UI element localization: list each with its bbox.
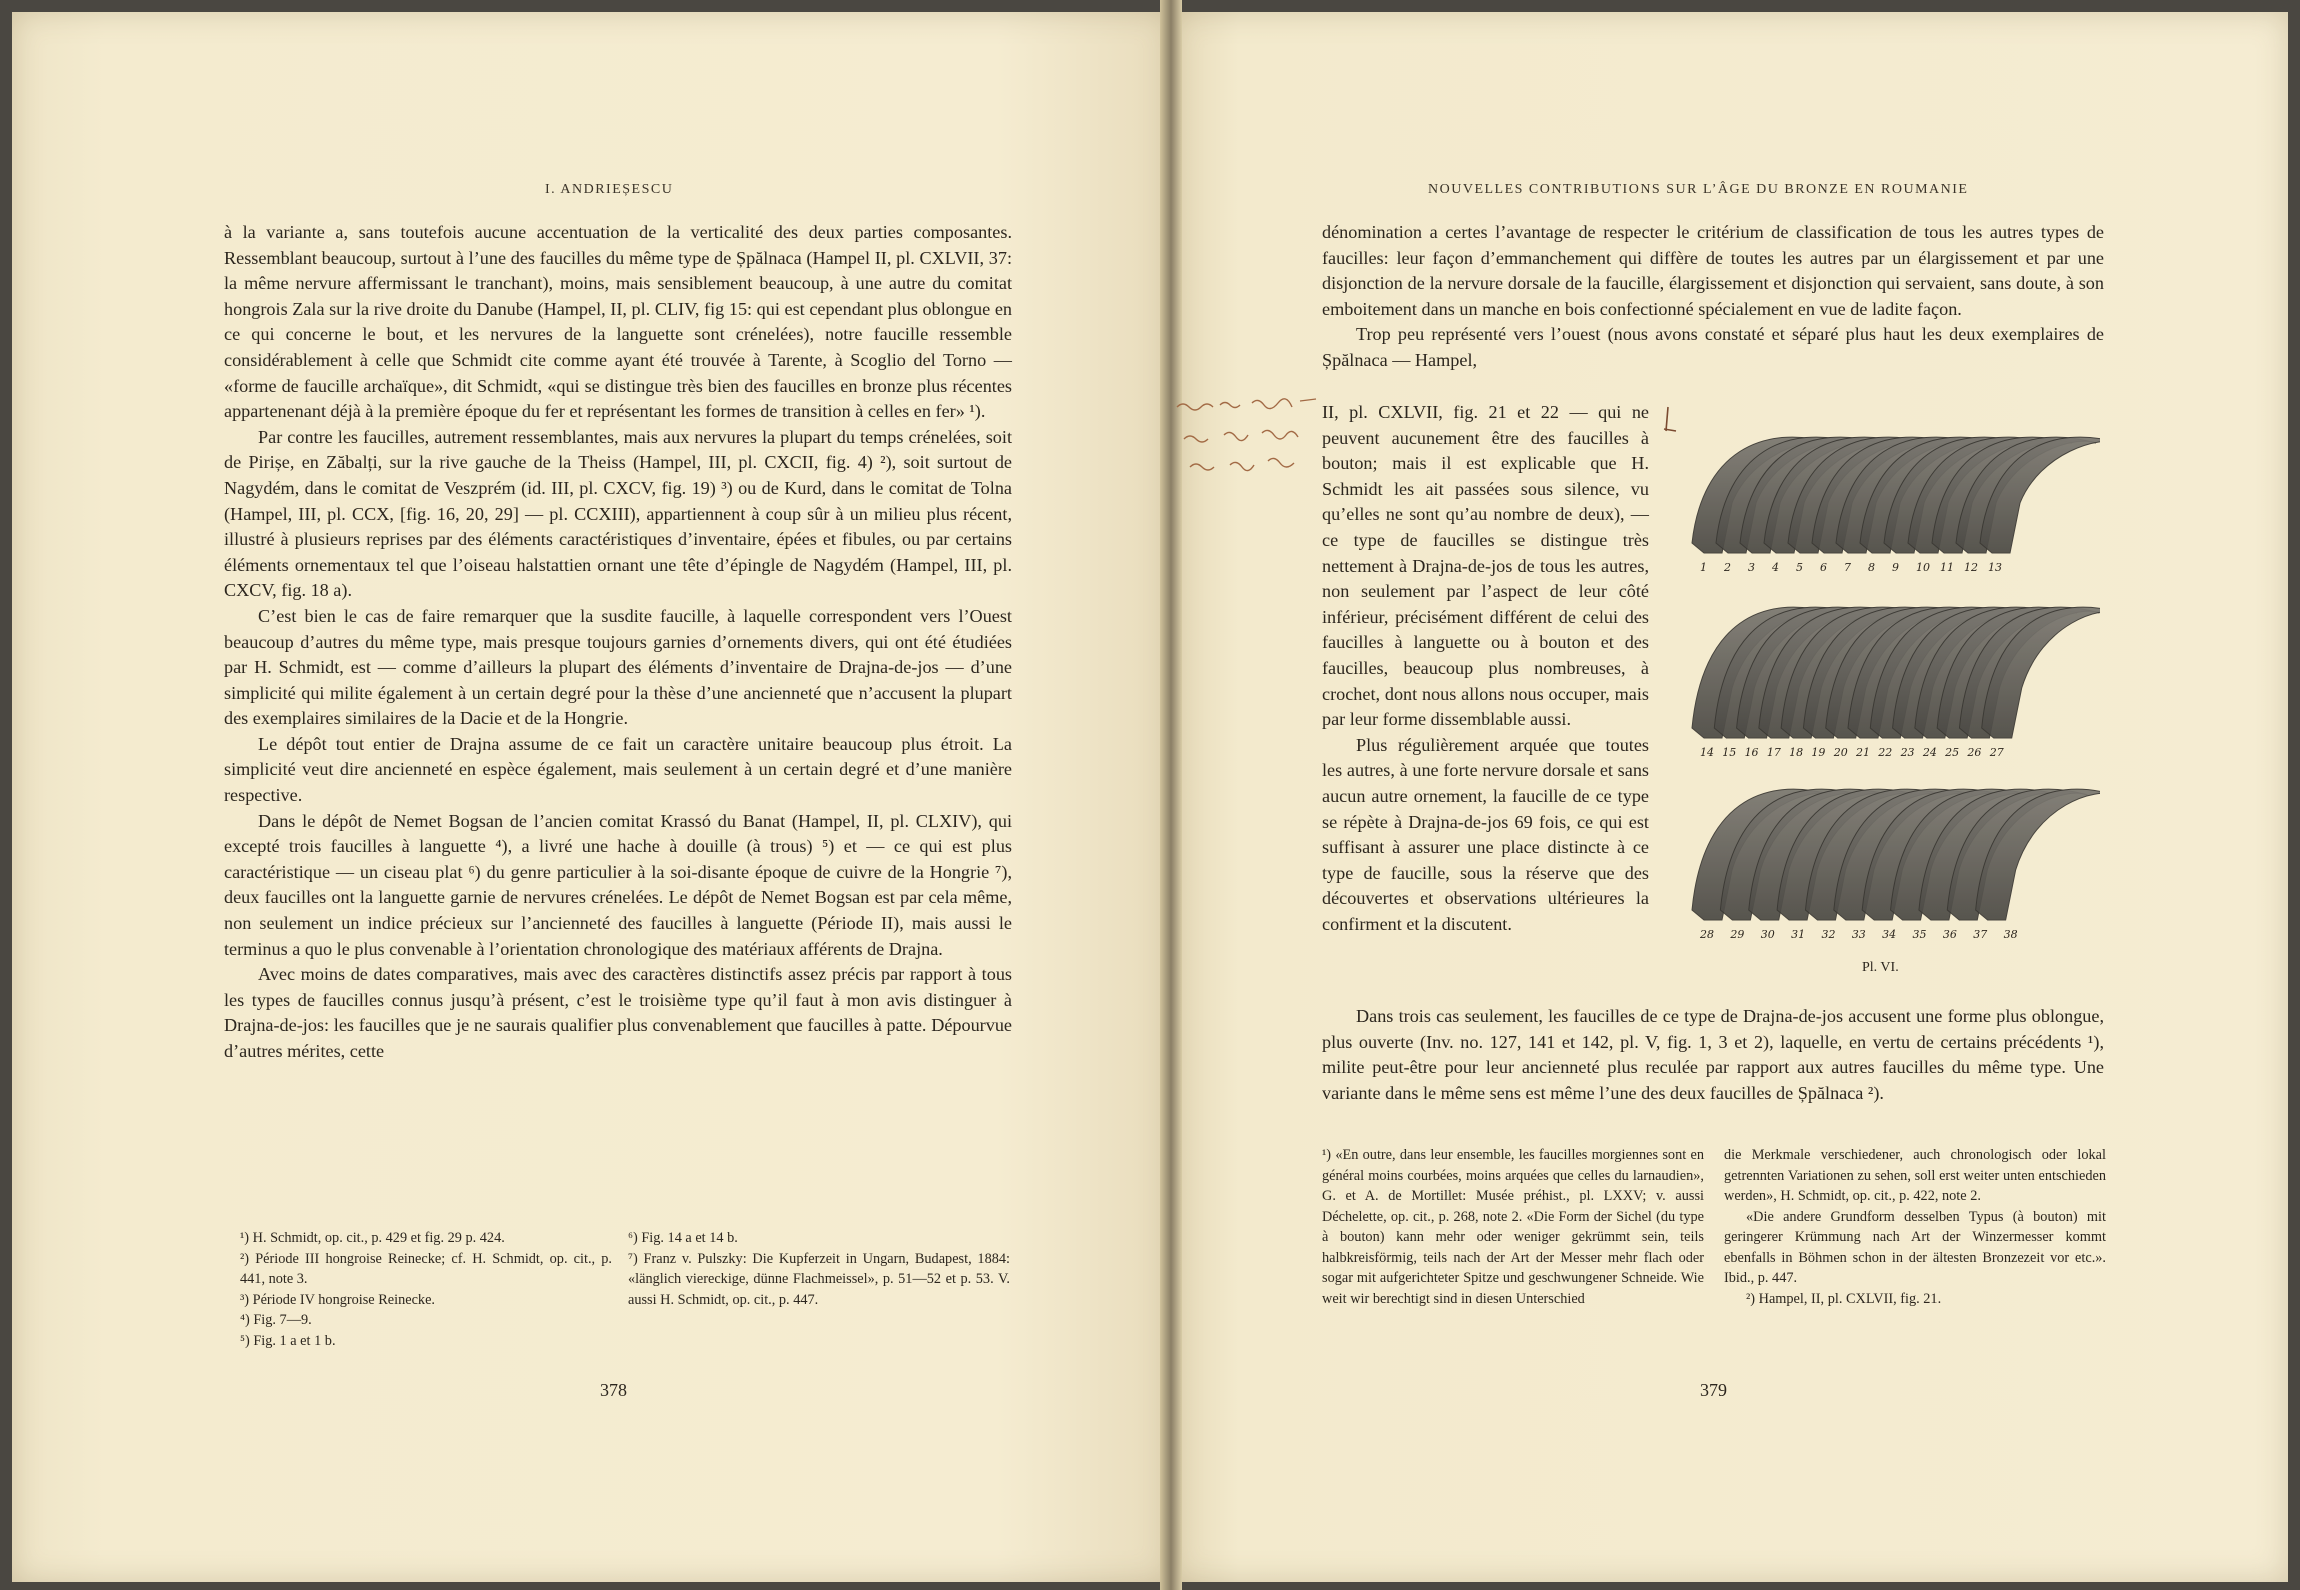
left-page-number: 378 — [600, 1380, 627, 1400]
book-gutter — [1160, 0, 1182, 1590]
footnote: ¹) H. Schmidt, op. cit., p. 429 et fig. 29 p. 424. — [240, 1230, 505, 1246]
right-paragraph: Dans trois cas seulement, les faucilles de ce type de Drajna-de-jos accusent une forme plus oblongue, plus ouverte (Inv. no. 127, 141 et 142, pl. V, fig. 1, 3 et 2), laquelle, en vertu de certains précédents ¹), milite peut-être pour leur ancienneté plus reculée par rapport aux autres faucilles du même type. Une variante dans le même sens est même l’une des deux faucilles de Șpălnaca ²). — [1322, 1006, 2104, 1103]
plate-figure-number: 18 — [1789, 746, 1804, 759]
footnote: ⁵) Fig. 1 a et 1 b. — [240, 1332, 336, 1349]
plate-vi-sickles-figure — [1672, 403, 2100, 953]
plate-figure-number: 26 — [1967, 746, 1982, 759]
left-paragraph: Dans le dépôt de Nemet Bogsan de l’ancien comitat Krassó du Banat (Hampel, II, pl. CLXIV), qui excepté trois faucilles à languette ⁴), a livré une hache à douille (à trous) ⁵) et — ce qui est plus caractéristique — un ciseau plat ⁶) du genre particulier à la soi-disante époque de cuivre de la Hongrie ⁷), deux faucilles ont la languette garnie de nervures crénelées. Le dépôt de Nemet Bogsan est par cela même, non seulement un indice précieux sur l’ancienneté des faucilles à languette (Période II), mais aussi le terminus a quo le plus convenable à l’orientation chronologique des matériaux afférents de Drajna. — [224, 810, 1012, 959]
plate-figure-number: 33 — [1851, 928, 1866, 941]
plate-figure-number: 32 — [1821, 928, 1836, 941]
footnote: ⁴) Fig. 7—9. — [240, 1312, 312, 1328]
plate-figure-number: 23 — [1900, 746, 1915, 759]
left-paragraph: Par contre les faucilles, autrement ressemblantes, mais aux nervures la plupart du temps crénelées, soit de Pirișe, en Zăbalți, sur la rive gauche de la Theiss (Hampel, III, pl. CXCII, fig. 4) ²), soit surtout de Nagydém, dans le comitat de Veszprém (id. III, pl. CXCV, fig. 19) ³) ou de Kurd, dans le comitat de Tolna (Hampel, III, pl. CCX, [fig. 16, 20, 29] — pl. CCXIII), appartiennent à coup sûr à un milieu plus récent, illustré à plusieurs reprises par des éléments caractéristiques d’inventaire, épées et fibules, ou par certains éléments ornementaux tel que l’oiseau halstattien ornant une tête d’épingle de Nagydém (Hampel, III, pl. CXCV, fig. 18 a). — [224, 426, 1012, 601]
plate-figure-number: 1 — [1700, 561, 1707, 574]
right-body-narrow — [1322, 400, 1649, 937]
right-paragraph: II, pl. CXLVII, fig. 21 et 22 — qui ne peuvent aucunement être des faucilles à bouton; mais il est explicable que H. Schmidt les ait passées sous silence, vu qu’elles ne sont qu’au nombre de deux), — ce type de faucilles se distingue très nettement à Drajna-de-jos de tous les autres, non seulement par l’aspect de leur côté inférieur, précisément différent de celui des faucilles à languette ou à bouton et des faucilles, beaucoup plus nombreuses, à crochet, dont nous allons nous occuper, mais par leur forme dissemblable aussi. — [1322, 402, 1649, 730]
plate-figure-number: 2 — [1724, 561, 1731, 574]
footnote: ²) Hampel, II, pl. CXLVII, fig. 21. — [1746, 1290, 1942, 1307]
plate-figure-number: 14 — [1700, 746, 1714, 759]
right-footnotes-col1 — [1322, 1145, 1704, 1309]
plate-figure-number: 29 — [1730, 928, 1745, 941]
left-paragraph: Le dépôt tout entier de Drajna assume de ce fait un caractère unitaire beaucoup plus étroit. La simplicité veut dire ancienneté en espèce également, mais seulement à un certain degré et d’une manière respective. — [224, 733, 1012, 806]
plate-figure-number: 16 — [1744, 746, 1759, 759]
plate-figure-number: 28 — [1700, 928, 1714, 941]
plate-figure-number: 22 — [1878, 746, 1893, 759]
footnote: die Merkmale verschiedener, auch chronologisch oder lokal getrennten Variationen zu sehen, soll erst weiter unten entschieden werden», H. Schmidt, op. cit., p. 422, note 2. — [1724, 1147, 2106, 1204]
plate-figure-number: 6 — [1820, 561, 1827, 574]
sickle-row-1 — [1692, 437, 2100, 553]
plate-figure-number: 4 — [1772, 561, 1779, 574]
left-body-text — [224, 220, 1012, 1065]
footnote: ³) Période IV hongroise Reinecke. — [240, 1291, 435, 1308]
plate-figure-number: 24 — [1922, 746, 1937, 759]
footnote: ²) Période III hongroise Reinecke; cf. H. Schmidt, op. cit., p. 441, note 3. — [240, 1250, 612, 1287]
left-paragraph: à la variante a, sans toutefois aucune accentuation de la verticalité des deux parties composantes. Ressemblant beaucoup, surtout à l’une des faucilles du même type de Șpălnaca (Hampel II, pl. CXLVII, 37: la même nervure affermissant le tranchant), moins, mais sensiblement beaucoup, à une autre du comitat hongrois Zala sur la rive droite du Danube (Hampel, II, pl. CLIV, fig 15: qui est cependant plus oblongue en ce qui concerne le bout, et les nervures de la languette sont crénelées), notre faucille ressemble considérablement à celle que Schmidt cite comme ayant été trouvée à Tarente, à Scoglio del Torno — «forme de faucille archaïque», dit Schmidt, «qui se distingue très bien des faucilles en bronze plus récentes appartenenant déjà à la première époque du fer et représentant les formes de transition à celles en fer» ¹). — [224, 222, 1012, 422]
footnote: ¹) «En outre, dans leur ensemble, les faucilles morgiennes sont en général moins courbées, moins arquées que celles du larnaudien», G. et A. de Mortillet: Musée préhist., pl. LXXV; v. aussi Déchelette, op. cit., p. 268, note 2. «Die Form der Sichel (du type à bouton) kann mehr oder weniger gekrümmt sein, teils halbkreisförmig, teils nach der Art der Messer mehr flach oder sogar mit aufgerichteter Spitze und geschwungener Schneide. Wie weit wir berechtigt sind in diesen Unterschied — [1322, 1147, 1704, 1307]
right-page-number: 379 — [1700, 1380, 1727, 1400]
right-running-header: NOUVELLES CONTRIBUTIONS SUR L’ÂGE DU BRONZE EN ROUMANIE — [1428, 182, 1969, 197]
plate-caption: Pl. VI. — [1862, 960, 1899, 975]
plate-figure-number: 5 — [1796, 561, 1803, 574]
plate-figure-number: 30 — [1760, 928, 1775, 941]
plate-figure-number: 21 — [1856, 746, 1870, 759]
plate-figure-number: 8 — [1868, 561, 1875, 574]
right-paragraph: Trop peu représenté vers l’ouest (nous avons constaté et séparé plus haut les deux exemplaires de Șpălnaca — Hampel, — [1322, 324, 2104, 370]
right-paragraph: dénomination a certes l’avantage de respecter le critérium de classification de tous les autres types de faucilles: leur façon d’emmanchement qui diffère de toutes les autres par un élargissement et par une disjonction de la nervure dorsale de la faucille, élargissement et disjonction qui servaient, sans doute, à son emboitement dans un manche en bois confectionné spécialement en vue de ladite façon. — [1322, 222, 2104, 319]
footnote: ⁷) Franz v. Pulszky: Die Kupferzeit in Ungarn, Budapest, 1884: «länglich viereckige, dünne Flachmeissel», p. 51—52 et p. 53. V. aussi H. Schmidt, op. cit., p. 447. — [628, 1250, 1010, 1308]
plate-figure-number: 27 — [1989, 746, 2004, 759]
plate-figure-number: 9 — [1892, 561, 1899, 574]
left-running-header: I. ANDRIEȘESCU — [545, 182, 674, 197]
right-body-bottom — [1322, 1004, 2104, 1106]
plate-figure-number: 35 — [1912, 928, 1927, 941]
right-paragraph: Plus régulièrement arquée que toutes les autres, à une forte nervure dorsale et sans aucun autre ornement, la faucille de ce type se répète à Drajna-de-jos 69 fois, ce qui est suffisant à assurer une place distincte à ce type de faucille, sous la réserve que des découvertes et observations ultérieures la confirment et la discutent. — [1322, 734, 1649, 934]
plate-figure-number: 20 — [1833, 746, 1848, 759]
plate-figure-number: 37 — [1973, 928, 1988, 941]
footnote: «Die andere Grundform desselben Typus (à bouton) mit geringerer Krümmung nach Art der Winzermesser kommt ebenfalls in Böhmen schon in der ältesten Bronzezeit vor etc.». Ibid., p. 447. — [1724, 1208, 2106, 1286]
footnote: ⁶) Fig. 14 a et 14 b. — [628, 1230, 738, 1246]
left-paragraph: C’est bien le cas de faire remarquer que la susdite faucille, à laquelle correspondent vers l’Ouest beaucoup d’autres du même type, mais presque toujours garnies d’ornements divers, qui ont été étudiées par H. Schmidt, est — comme d’ailleurs la plupart des éléments d’inventaire de Drajna-de-jos — d’une simplicité qui milite également à un certain degré pour la thèse d’une ancienneté que n’accusent la plupart des exemplaires similaires de la Dacie et de la Hongrie. — [224, 605, 1012, 729]
plate-figure-number: 11 — [1940, 561, 1954, 574]
plate-figure-number: 13 — [1988, 561, 2002, 574]
plate-figure-number: 19 — [1811, 746, 1826, 759]
left-footnotes-col2 — [628, 1228, 1010, 1310]
plate-figure-number: 3 — [1748, 561, 1755, 574]
right-footnotes-col2 — [1724, 1145, 2106, 1309]
sickle-row-3 — [1692, 789, 2100, 920]
plate-figure-number: 36 — [1942, 928, 1957, 941]
handwritten-margin-note — [1172, 395, 1322, 480]
plate-figure-number: 34 — [1882, 928, 1897, 941]
sickle-row-2 — [1692, 607, 2100, 738]
plate-figure-number: 12 — [1964, 561, 1978, 574]
plate-figure-number: 10 — [1916, 561, 1930, 574]
plate-figure-number: 38 — [2003, 928, 2018, 941]
plate-figure-number: 15 — [1722, 746, 1737, 759]
plate-figure-number: 31 — [1791, 928, 1806, 941]
plate-figure-number: 7 — [1844, 561, 1851, 574]
left-footnotes-col1 — [240, 1228, 612, 1351]
right-body-top — [1322, 220, 2104, 374]
left-paragraph: Avec moins de dates comparatives, mais avec des caractères distinctifs assez précis par rapport à tous les types de faucilles connus jusqu’à présent, c’est le troisième type qu’il faut à mon avis distinguer à Drajna-de-jos: les faucilles que je ne saurais qualifier plus convenablement que faucilles à patte. Dépourvue d’autres mérites, cette — [224, 964, 1012, 1061]
plate-figure-number: 17 — [1766, 746, 1781, 759]
plate-figure-number: 25 — [1945, 746, 1960, 759]
